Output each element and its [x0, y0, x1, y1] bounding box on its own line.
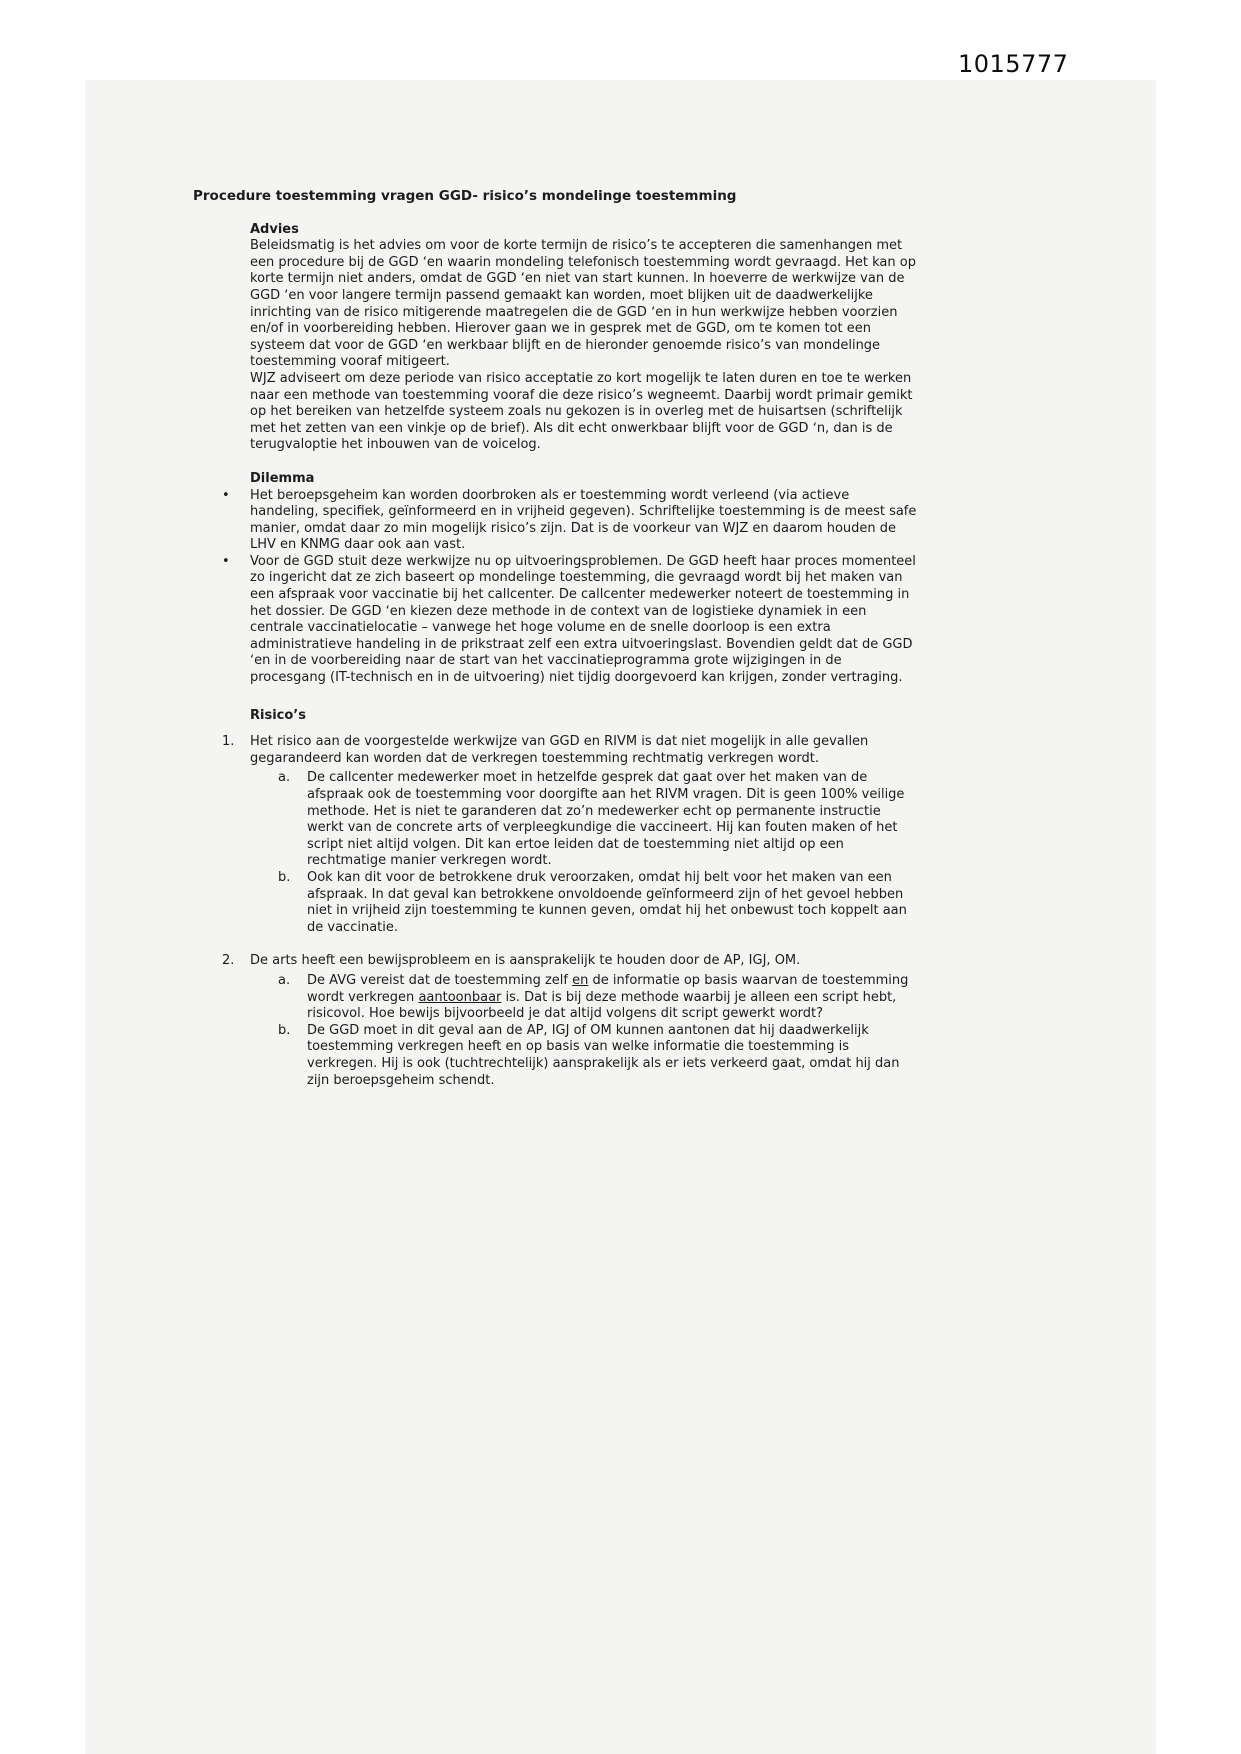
- heading-advies: Advies: [250, 221, 299, 237]
- section-advies: [250, 222, 920, 454]
- risico-item-2a-text: [307, 973, 920, 1023]
- section-risicos: [222, 707, 920, 1089]
- dilemma-bullet-1-text: Het beroepsgeheim kan worden doorbroken als er toestemming wordt verleend (via actieve handeling, specifiek, geïnformeerd en in vrijheid gegeven). Schriftelijke toestemming is de meest safe manier, omdat daar zo min mogelijk risico’s zijn. Dat is de voorkeur van WJZ en daarom houden de LHV en KNMG daar ook aan vast.: [250, 487, 917, 553]
- dilemma-bullet-1: [222, 488, 920, 554]
- risico-item-1a-text: De callcenter medewerker moet in hetzelfde gesprek dat gaat over het maken van de afspraak ook de toestemming voor doorgifte aan het RIVM vragen. Dit is geen 100% veilige methode. Het is niet te garanderen dat zo’n medewerker echt op permanente instructie werkt van de concrete arts of verpleegkundige die vaccineert. Hij kan fouten maken of het script niet altijd volgen. Dit kan ertoe leiden dat de toestemming niet altijd op een rechtmatige manier verkregen wordt.: [307, 770, 905, 869]
- heading-risicos: Risico’s: [250, 707, 306, 723]
- risico-item-2-body: [250, 953, 920, 1089]
- risico-item-2-sublist: [278, 973, 920, 1089]
- risico-item-1: [222, 734, 920, 936]
- subitem-label: a.: [278, 770, 291, 786]
- text-run: De AVG vereist dat de toestemming zelf: [307, 972, 573, 988]
- bullet-marker: •: [222, 487, 230, 503]
- item-number: 2.: [222, 953, 235, 969]
- scanned-document-page: [85, 80, 1156, 1754]
- subitem-label: b.: [278, 1022, 291, 1038]
- risico-item-2b-text: De GGD moet in dit geval aan de AP, IGJ of OM kunnen aantonen dat hij daadwerkelijk toestemming verkregen heeft en op basis van welke informatie die toestemming is verkregen. Hij is ook (tuchtrechtelijk) aansprakelijk als er iets verkeerd gaat, omdat hij dan zijn beroepsgeheim schendt.: [307, 1022, 900, 1088]
- text-run: is. Dat is bij deze methode waarbij je alleen een script hebt, risicovol. Hoe bewijs bijvoorbeeld je dat altijd volgens dit script gewerkt wordt?: [307, 989, 897, 1022]
- risico-item-1-text: Het risico aan de voorgestelde werkwijze van GGD en RIVM is dat niet mogelijk in alle gevallen gegarandeerd kan worden dat de verkregen toestemming rechtmatig verkregen wordt.: [250, 734, 869, 766]
- risico-item-1-sublist: [278, 770, 920, 936]
- heading-dilemma: Dilemma: [250, 470, 315, 486]
- document-content: [193, 188, 920, 1089]
- risico-item-1b-text: Ook kan dit voor de betrokkene druk veroorzaken, omdat hij belt voor het maken van een afspraak. In dat geval kan betrokkene onvoldoende geïnformeerd zijn of het gevoel hebben niet in vrijheid zijn toestemming te kunnen geven, omdat hij het onbewust toch koppelt aan de vaccinatie.: [307, 869, 907, 935]
- subitem-label: a.: [278, 972, 291, 988]
- risico-item-1a: [278, 770, 920, 870]
- dilemma-bullet-2: [222, 554, 920, 687]
- section-dilemma: [222, 470, 920, 687]
- text-run: de informatie op basis waarvan de toestemming wordt verkregen: [307, 972, 909, 1005]
- dilemma-bullet-2-text: Voor de GGD stuit deze werkwijze nu op uitvoeringsproblemen. De GGD heeft haar proces momenteel zo ingericht dat ze zich baseert op mondelinge toestemming, die gevraagd wordt bij het maken van een afspraak voor vaccinatie bij het callcenter. De callcenter medewerker noteert de toestemming in het dossier. De GGD ʻen kiezen deze methode in de context van de logistieke dynamiek in een centrale vaccinatielocatie – vanwege het hoge volume en de snelle doorloop is een extra administratieve handeling in de prikstraat zelf een extra uitvoeringslast. Bovendien geldt dat de GGD ʻen in de voorbereiding naar de start van het vaccinatieprogramma grote wijzigingen in de procesgang (IT-technisch en in de uitvoering) niet tijdig doorgevoerd kan krijgen, zonder vertraging.: [250, 553, 916, 686]
- risico-item-2-text: De arts heeft een bewijsprobleem en is aansprakelijk te houden door de AP, IGJ, OM.: [250, 953, 801, 969]
- risico-item-2b: [278, 1023, 920, 1089]
- underlined-text: aantoonbaar: [418, 989, 502, 1005]
- item-number: 1.: [222, 734, 235, 750]
- advies-paragraph-1: Beleidsmatig is het advies om voor de korte termijn de risico’s te accepteren die samenhangen met een procedure bij de GGD ʻen waarin mondeling telefonisch toestemming wordt gevraagd. Het kan op korte termijn niet anders, omdat de GGD ʻen niet van start kunnen. In hoeverre de werkwijze van de GGD ʻen voor langere termijn passend gemaakt kan worden, moet blijken uit de daadwerkelijke inrichting van de risico mitigerende maatregelen die de GGD ʻen in hun werkwijze hebben voorzien en/of in voorbereiding hebben. Hierover gaan we in gesprek met de GGD, om te komen tot een systeem dat voor de GGD ʻen werkbaar blijft en de hieronder genoemde risico’s van mondelinge toestemming vooraf mitigeert.: [250, 238, 916, 370]
- page-number: 1015777: [958, 50, 1069, 78]
- subitem-label: b.: [278, 869, 291, 885]
- risico-item-1b: [278, 870, 920, 936]
- document-title: Procedure toestemming vragen GGD- risico’s mondelinge toestemming: [193, 188, 737, 204]
- advies-paragraph-2: WJZ adviseert om deze periode van risico acceptatie zo kort mogelijk te laten duren en toe te werken naar een methode van toestemming vooraf die deze risico’s wegneemt. Daarbij wordt primair gemikt op het bereiken van hetzelfde systeem zoals nu gekozen is in overleg met de huisartsen (schriftelijk met het zetten van een vinkje op de brief). Als dit echt onwerkbaar blijft voor de GGD ʻn, dan is de terugvaloptie het inbouwen van de voicelog.: [250, 370, 913, 453]
- risico-item-2: [222, 953, 920, 1089]
- risico-item-2a: [278, 973, 920, 1023]
- underlined-text: en: [572, 972, 589, 988]
- risico-item-1-body: [250, 734, 920, 936]
- bullet-marker: •: [222, 553, 230, 569]
